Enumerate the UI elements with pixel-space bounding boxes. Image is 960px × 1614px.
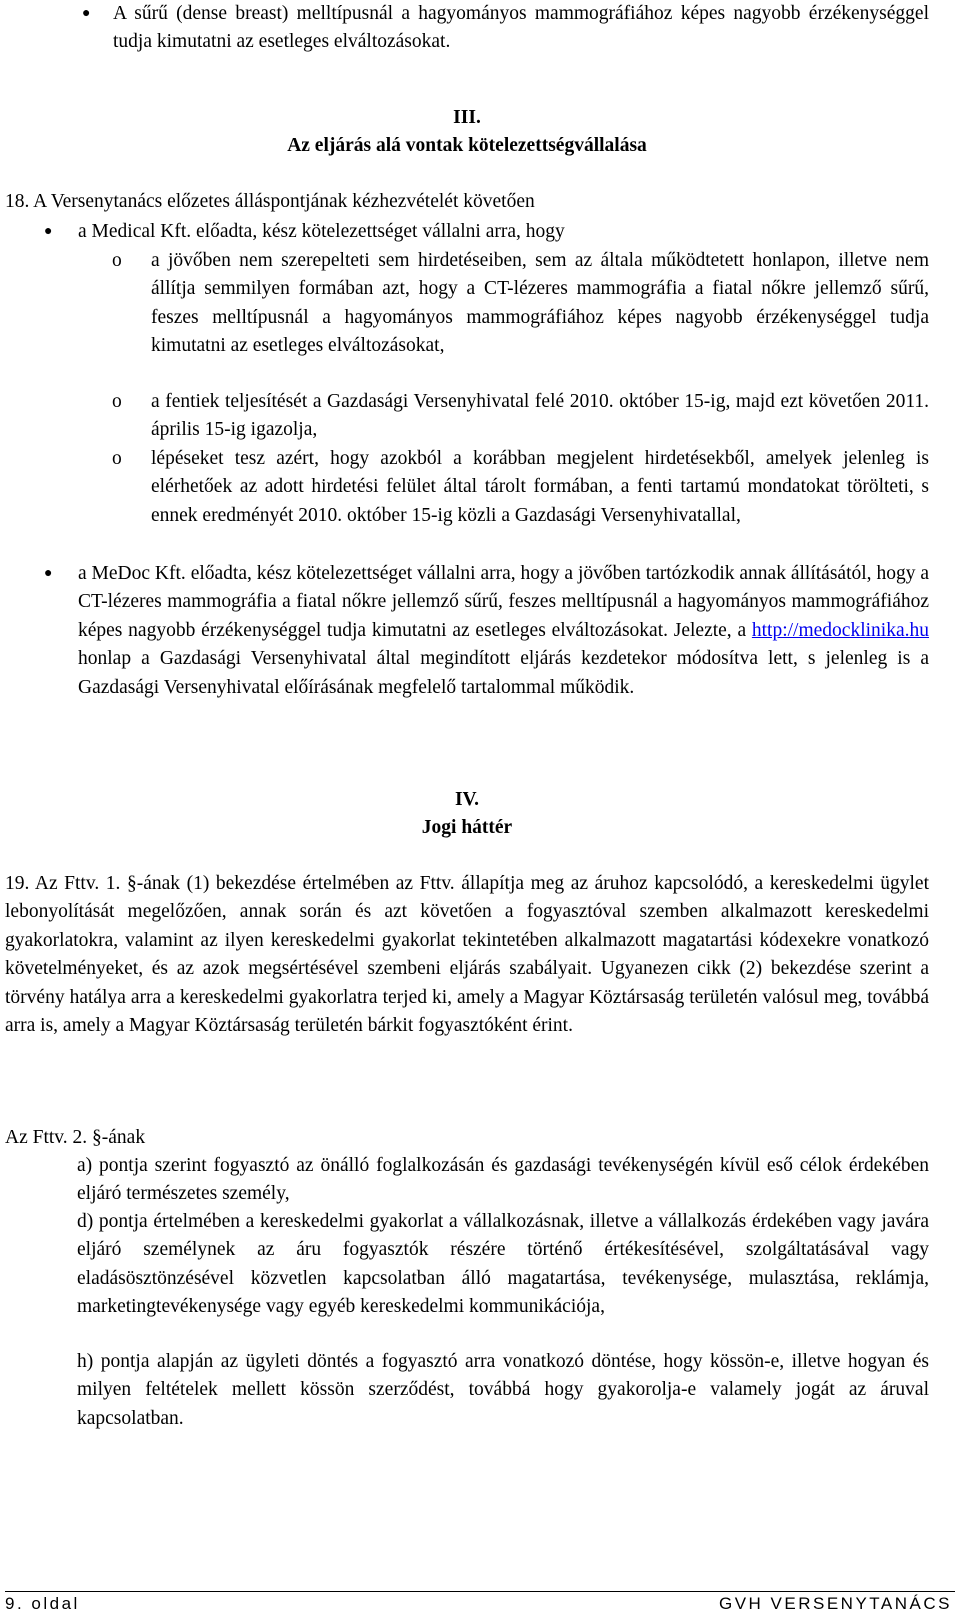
medoc-paragraph [78,560,929,702]
sub-bullet-icon: o [112,250,122,271]
medoc-text-after: honlap a Gazdasági Versenyhivatal által megindított eljárás kezdetekor módosítva lett, s jelenleg is a Gazdasági Versenyhivatal előírásának megfelelő tartalommal működik. [78,648,929,698]
medical-intro: a Medical Kft. előadta, kész kötelezettséget vállalni arra, hogy [78,221,565,242]
paragraph-18: 18. A Versenytanács előzetes álláspontjának kézhezvételét követően [5,191,535,212]
bullet-icon: ● [44,224,53,239]
top-bullet-text: A sűrű (dense breast) melltípusnál a hagyományos mammográfiához képes nagyobb érzékenységgel tudja kimutatni az esetleges elváltozásokat. [113,3,929,53]
medoc-link[interactable]: http://medocklinika.hu [751,619,929,641]
section-3-number: III. [453,107,481,128]
medical-item-1: a jövőben nem szerepelteti sem hirdetéseiben, sem az általa működtetett honlapon, illetve nem állítja semmilyen formában azt, hogy a CT-lézeres mammográfia a fiatal nőkre jellemző sűrű, feszes melltípusnál a hagyományos mammográfiához képes nagyobb érzékenységgel tudja kimutatni az esetleges elváltozásokat, [151,250,929,357]
footer-divider [5,1591,955,1592]
fttv2-heading: Az Fttv. 2. §-ának [5,1127,146,1148]
fttv2-point-h: h) pontja alapján az ügyleti döntés a fogyasztó arra vonatkozó döntése, hogy kössön-e, illetve hogyan és milyen feltételek mellett kössön szerződést, továbbá hogy gyakorolja-e valamely jogát az áruval kapcsolatban. [77,1351,929,1429]
sub-bullet-icon: o [112,391,122,412]
sub-bullet-icon: o [112,448,122,469]
bullet-icon: ● [44,566,53,581]
bullet-icon: ● [82,6,91,21]
section-4-title: Jogi háttér [421,817,513,838]
section-4-number: IV. [454,789,480,810]
footer-page-number: 9. oldal [5,1594,80,1613]
section-3-title: Az eljárás alá vontak kötelezettségvállalása [287,135,647,156]
fttv2-point-d: d) pontja értelmében a kereskedelmi gyakorlat a vállalkozásnak, illetve a vállalkozás érdekében vagy javára eljáró személynek az áru fogyasztók részére történő értékesítésével, szolgáltatásával vagy eladásösztönzésével közvetlen kapcsolatban álló magatartása, tevékenysége, mulasztása, reklámja, marketingtevékenysége vagy egyéb kereskedelmi kommunikációja, [77,1211,929,1318]
footer-organization: GVH VERSENYTANÁCS [718,1594,952,1613]
medical-item-2: a fentiek teljesítését a Gazdasági Versenyhivatal felé 2010. október 15-ig, majd ezt követően 2011. április 15-ig igazolja, [151,391,929,441]
medical-item-3: lépéseket tesz azért, hogy azokból a korábban megjelent hirdetésekből, amelyek jelenleg is elérhetőek az adott hirdetési felület által tárolt formában, a fenti tartamú mondatokat törölteti, s ennek eredményét 2010. október 15-ig közli a Gazdasági Versenyhivatallal, [151,448,929,526]
medoc-text-before: a MeDoc Kft. előadta, kész kötelezettséget vállalni arra, hogy a jövőben tartózkodik annak állításától, hogy a CT-lézeres mammográfia a fiatal nőkre jellemző sűrű, feszes melltípusnál a hagyományos mammográfiához képes nagyobb érzékenységgel tudja kimutatni az esetleges elváltozásokat. Jelezte, a [78,563,929,641]
paragraph-19: 19. Az Fttv. 1. §-ának (1) bekezdése értelmében az Fttv. állapítja meg az áruhoz kapcsolódó, a kereskedelmi ügylet lebonyolítását megelőzően, annak során és azt követően a fogyasztóval szemben alkalmazott kereskedelmi gyakorlatokra, valamint az ilyen kereskedelmi gyakorlat tekintetében alkalmazott magatartási kódexekre vonatkozó követelményeket, és az azok megsértésével szembeni eljárás szabályait. Ugyanezen cikk (2) bekezdése szerint a törvény hatálya arra a kereskedelmi gyakorlatra terjed ki, amely a Magyar Köztársaság területén valósul meg, továbbá arra is, amely a Magyar Köztársaság területén bárkit fogyasztóként érint. [5,873,929,1037]
fttv2-point-a: a) pontja szerint fogyasztó az önálló foglalkozásán és gazdasági tevékenységén kívül eső célok érdekében eljáró természetes személy, [77,1155,929,1205]
